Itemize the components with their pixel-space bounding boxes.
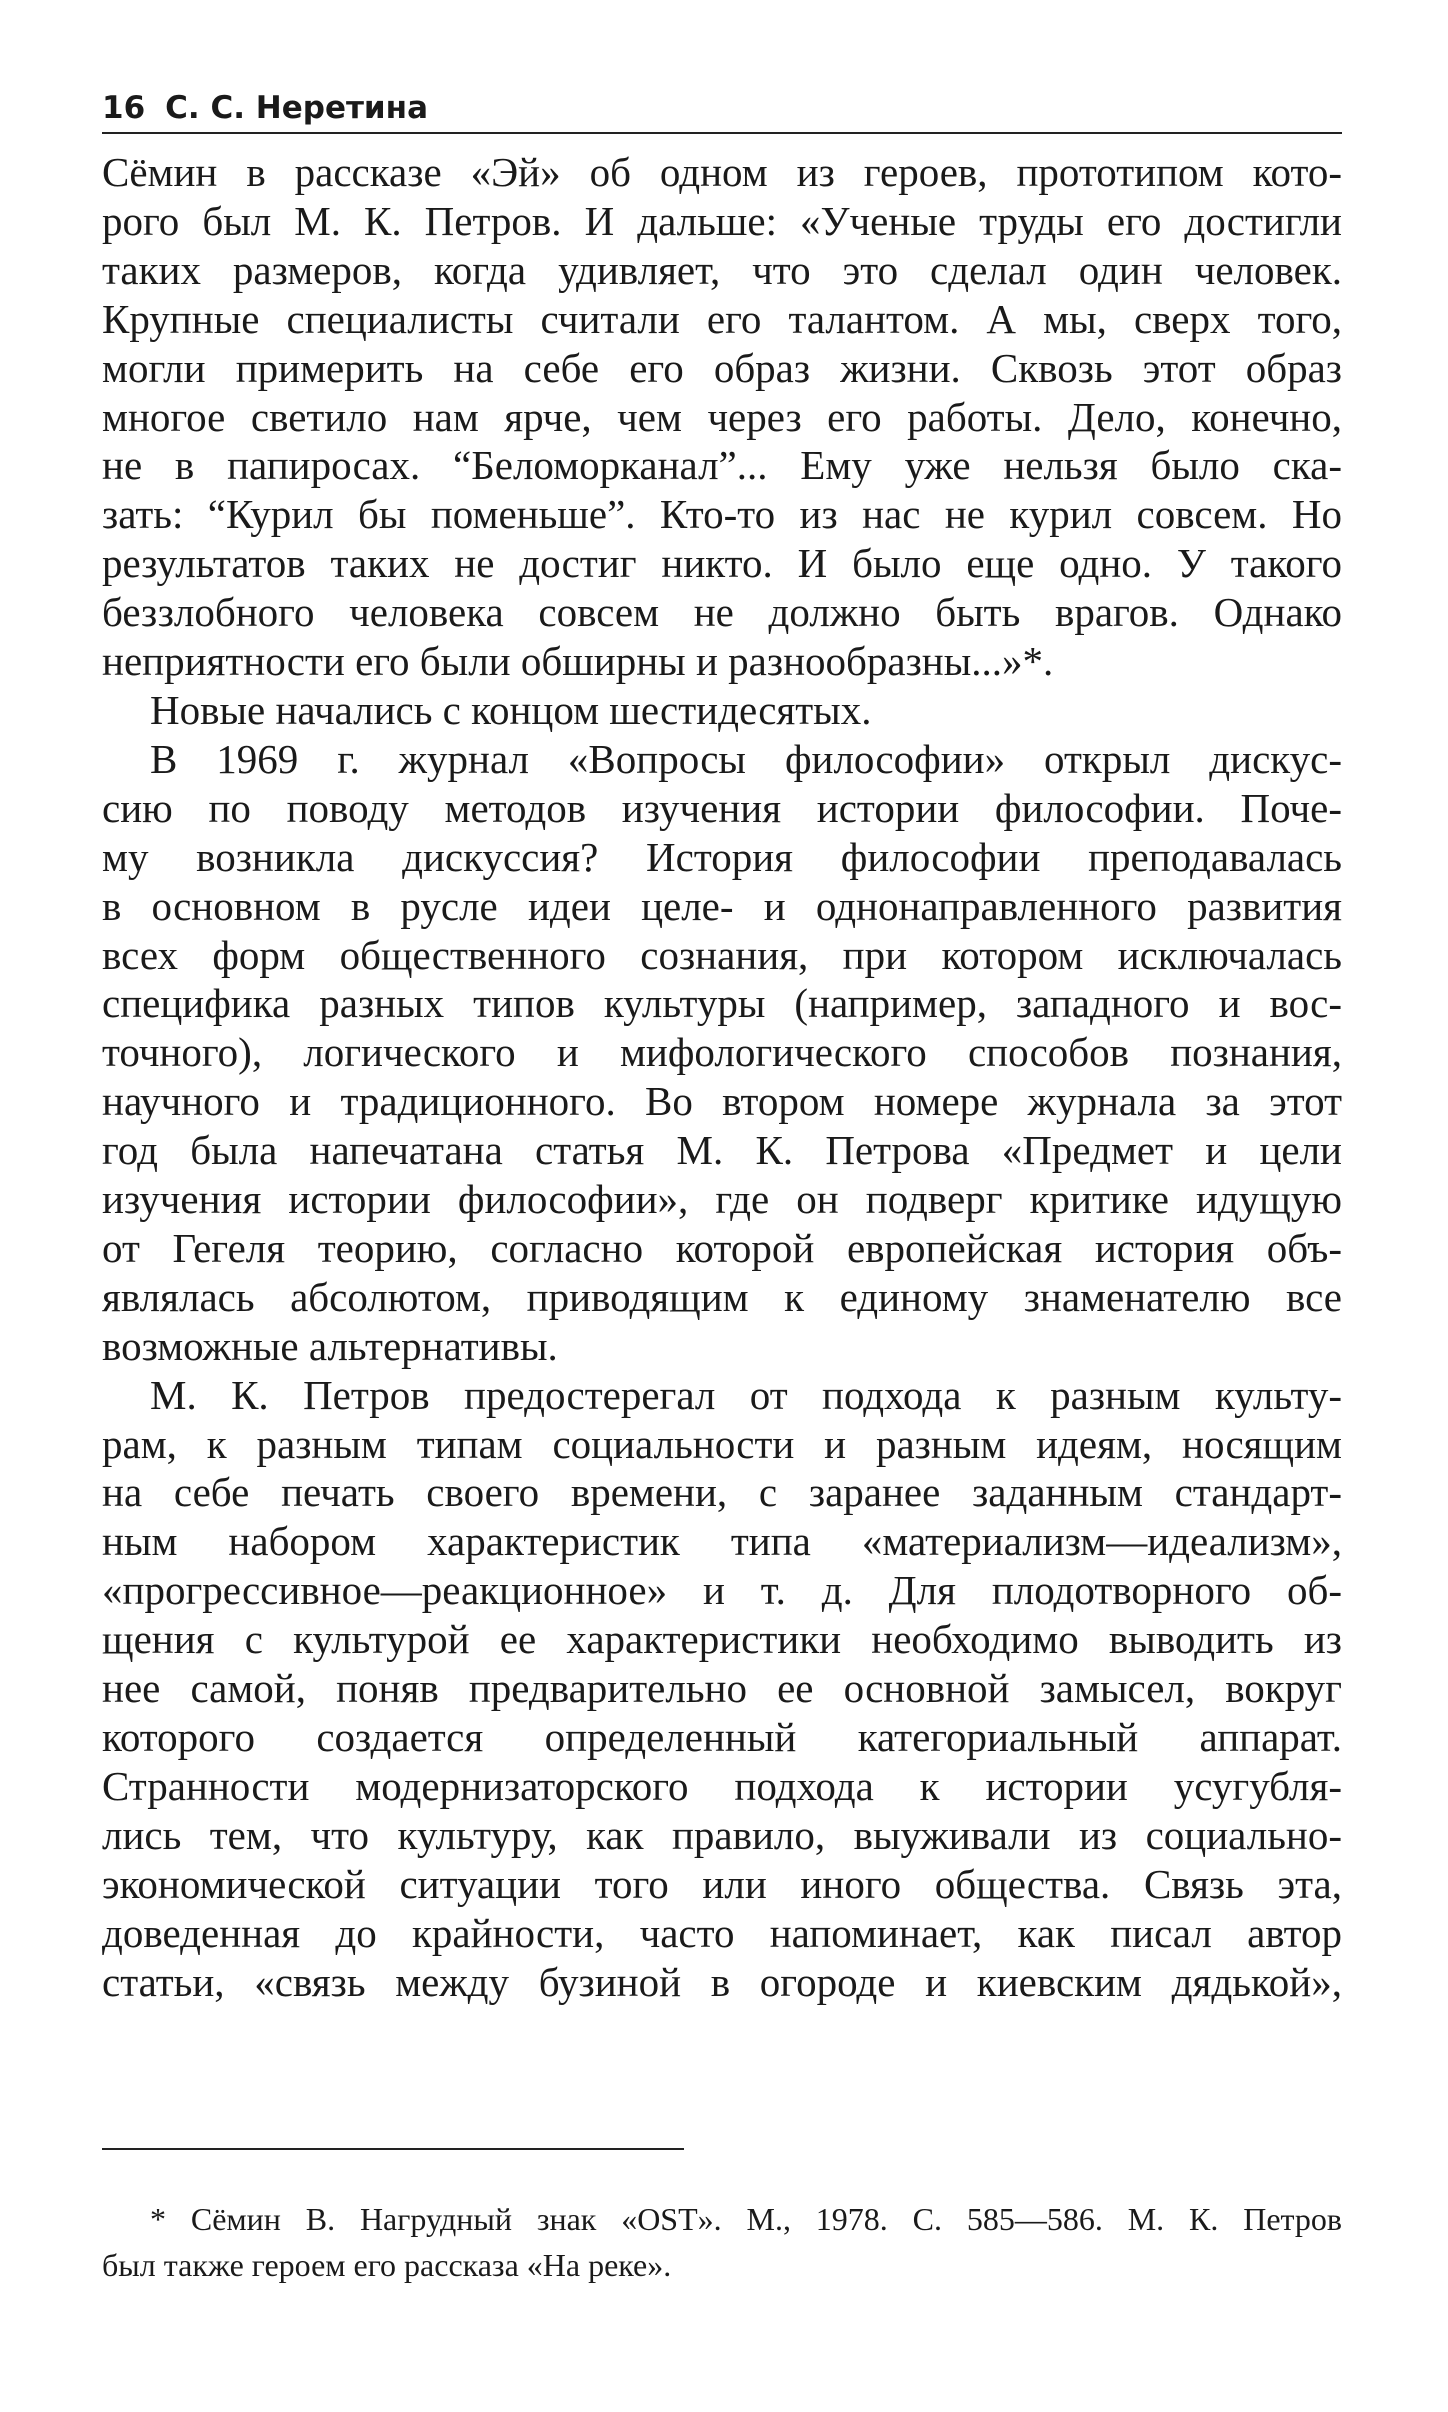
text-line: доведенная до крайности, часто напоминает, как писал автор <box>102 1909 1342 1956</box>
text-line: зать: “Курил бы поменьше”. Кто-то из нас не курил совсем. Но <box>102 491 1342 538</box>
text-line: му возникла дискуссия? История философии преподавалась <box>102 833 1342 880</box>
text-line: «прогрессивное—реакционное» и т. д. Для плодотворного об- <box>102 1567 1342 1614</box>
footnote <box>102 2196 1342 2288</box>
text-line: которого создается определенный категориальный аппарат. <box>102 1714 1342 1760</box>
text-line: рам, к разным типам социальности и разным идеям, носящим <box>102 1420 1342 1467</box>
text-line: ным набором характеристик типа «материализм—идеализм», <box>102 1518 1342 1565</box>
text-line: М. К. Петров предостерегал от подхода к разным культу- <box>150 1371 1342 1418</box>
paragraph <box>102 1371 1342 2007</box>
page <box>102 88 1342 2006</box>
text-line: научного и традиционного. Во втором номере журнала за этот <box>102 1078 1342 1125</box>
text-line: на себе печать своего времени, с заранее заданным стандарт- <box>102 1469 1342 1516</box>
text-line: Крупные специалисты считали его талантом. А мы, сверх того, <box>102 295 1342 342</box>
text-line: многое светило нам ярче, чем через его работы. Дело, конечно, <box>102 393 1342 440</box>
text-line: рого был М. К. Петров. И дальше: «Ученые труды его достигли <box>102 197 1342 244</box>
text-line: специфика разных типов культуры (например, западного и вос- <box>102 980 1342 1027</box>
text-line: Странности модернизаторского подхода к истории усугубля- <box>102 1762 1342 1809</box>
text-line: щения с культурой ее характеристики необходимо выводить из <box>102 1616 1342 1663</box>
text-line: экономической ситуации того или иного общества. Связь эта, <box>102 1860 1342 1907</box>
footnote-line: был также героем его рассказа «На реке». <box>102 2247 672 2283</box>
text-line: результатов таких не достиг никто. И было еще одно. У такого <box>102 540 1342 587</box>
text-line: нее самой, поняв предварительно ее основной замысел, вокруг <box>102 1665 1342 1712</box>
paragraph <box>102 735 1342 1371</box>
text-line: не в папиросах. “Беломорканал”... Ему уже нельзя было ска- <box>102 442 1342 489</box>
text-line: от Гегеля теорию, согласно которой европейская история объ- <box>102 1224 1342 1271</box>
text-line: беззлобного человека совсем не должно быть врагов. Однако <box>102 589 1342 636</box>
text-line: всех форм общественного сознания, при котором исключалась <box>102 931 1342 978</box>
page-number: 16 <box>102 90 146 126</box>
footnote-divider <box>102 2148 684 2150</box>
text-line: Новые начались с концом шестидесятых. <box>150 686 872 733</box>
body-text <box>102 148 1342 2006</box>
running-head <box>102 88 1342 134</box>
text-line: возможные альтернативы. <box>102 1322 558 1369</box>
text-line: неприятности его были обширны и разнообразны...»*. <box>102 638 1054 685</box>
text-line: год была напечатана статья М. К. Петрова «Предмет и цели <box>102 1127 1342 1174</box>
text-line: могли примерить на себе его образ жизни. Сквозь этот образ <box>102 344 1342 391</box>
text-line: статьи, «связь между бузиной в огороде и киевским дядькой», <box>102 1958 1342 2005</box>
paragraph <box>102 686 1342 735</box>
text-line: лись тем, что культуру, как правило, выуживали из социально- <box>102 1811 1342 1858</box>
text-line: сию по поводу методов изучения истории философии. Поче- <box>102 784 1342 831</box>
author-name: С. С. Неретина <box>165 90 428 126</box>
text-line: являлась абсолютом, приводящим к единому знаменателю все <box>102 1273 1342 1320</box>
footnote-line: * Сёмин В. Нагрудный знак «OST». М., 1978. С. 585—586. М. К. Петров <box>150 2201 1342 2237</box>
paragraph <box>102 148 1342 686</box>
text-line: точного), логического и мифологического способов познания, <box>102 1029 1342 1076</box>
text-line: таких размеров, когда удивляет, что это сделал один человек. <box>102 246 1342 293</box>
text-line: В 1969 г. журнал «Вопросы философии» открыл дискус- <box>150 735 1342 782</box>
text-line: в основном в русле идеи целе- и однонаправленного развития <box>102 882 1342 929</box>
text-line: Сёмин в рассказе «Эй» об одном из героев, прототипом кото- <box>102 149 1342 195</box>
text-line: изучения истории философии», где он подверг критике идущую <box>102 1176 1342 1223</box>
